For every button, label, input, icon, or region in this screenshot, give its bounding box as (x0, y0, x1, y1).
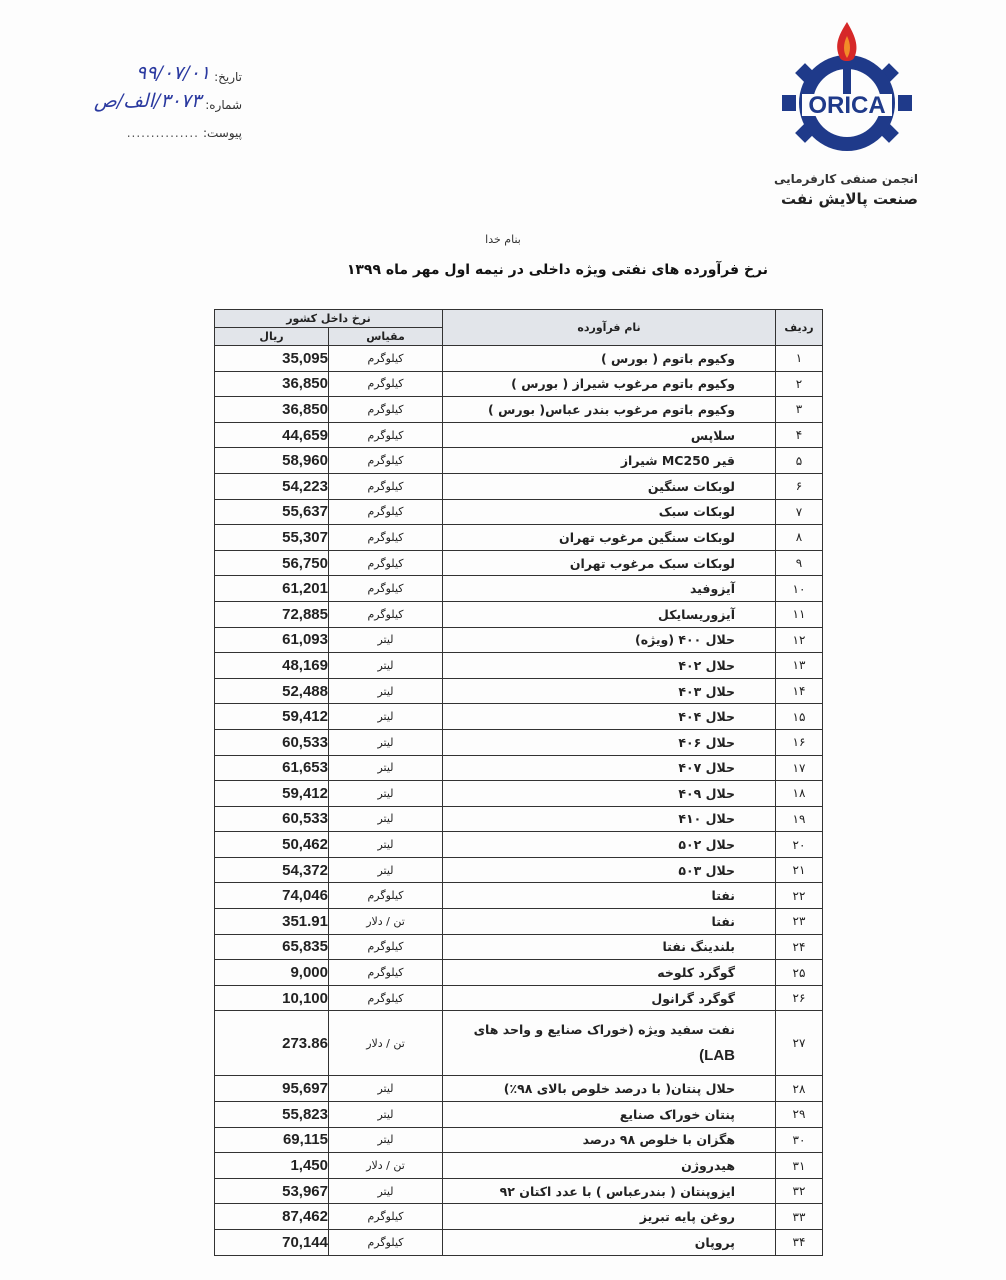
unit: کیلوگرم (329, 346, 443, 372)
unit: کیلوگرم (329, 448, 443, 474)
price: 95,697 (215, 1076, 329, 1102)
price: 60,533 (215, 806, 329, 832)
product-name: لوبکات سنگین مرغوب تهران (443, 525, 776, 551)
table-row (215, 1076, 823, 1102)
price: 59,412 (215, 781, 329, 807)
table-row (215, 576, 823, 602)
price: 69,115 (215, 1127, 329, 1153)
table-row (215, 985, 823, 1011)
table-row (215, 346, 823, 372)
unit: کیلوگرم (329, 371, 443, 397)
unit: لیتر (329, 627, 443, 653)
price: 56,750 (215, 550, 329, 576)
table-row (215, 755, 823, 781)
product-name: حلال ۴۰۰ (ویژه) (443, 627, 776, 653)
row-number: ۲۶ (776, 985, 823, 1011)
number-value: ۳۰۷۳/الف/ص (93, 90, 202, 112)
row-number: ۲۴ (776, 934, 823, 960)
price: 36,850 (215, 371, 329, 397)
organization-logo (770, 18, 920, 218)
table-row (215, 934, 823, 960)
unit: لیتر (329, 781, 443, 807)
product-name: حلال ۵۰۲ (443, 832, 776, 858)
table-row (215, 550, 823, 576)
row-number: ۱۴ (776, 678, 823, 704)
price: 351.91 (215, 909, 329, 935)
table-row (215, 448, 823, 474)
price: 48,169 (215, 653, 329, 679)
table-row (215, 1153, 823, 1179)
unit: لیتر (329, 832, 443, 858)
row-number: ۲۲ (776, 883, 823, 909)
product-name (443, 1011, 776, 1076)
date-value: ۹۹/۰۷/۰۱ (136, 62, 211, 84)
col-row-header: ردیف (776, 310, 823, 346)
table-row (215, 781, 823, 807)
row-number: ۸ (776, 525, 823, 551)
product-name: حلال پنتان( با درصد خلوص بالای ۹۸٪) (443, 1076, 776, 1102)
table-row (215, 909, 823, 935)
price: 10,100 (215, 985, 329, 1011)
letter-meta (94, 56, 242, 140)
table-row (215, 960, 823, 986)
price: 52,488 (215, 678, 329, 704)
table-row (215, 1178, 823, 1204)
unit: کیلوگرم (329, 576, 443, 602)
row-number: ۲۰ (776, 832, 823, 858)
unit: کیلوگرم (329, 525, 443, 551)
product-name: ایزوپنتان ( بندرعباس ) با عدد اکتان ۹۲ (443, 1178, 776, 1204)
row-number: ۱۲ (776, 627, 823, 653)
unit: لیتر (329, 678, 443, 704)
table-row (215, 806, 823, 832)
unit: لیتر (329, 653, 443, 679)
attachment-label: پیوست: (202, 126, 242, 140)
product-name: نفتا (443, 883, 776, 909)
table-row (215, 601, 823, 627)
price: 70,144 (215, 1230, 329, 1256)
product-name: لوبکات سبک مرغوب تهران (443, 550, 776, 576)
number-label: شماره: (205, 98, 242, 112)
orica-gear-logo (782, 18, 912, 158)
table-row (215, 397, 823, 423)
row-number: ۱۵ (776, 704, 823, 730)
price: 65,835 (215, 934, 329, 960)
table-row (215, 1127, 823, 1153)
col-name-header: نام فرآورده (443, 310, 776, 346)
product-name-line2: LAB) (699, 1047, 735, 1065)
bismillah: بنام خدا (485, 233, 521, 246)
price: 59,412 (215, 704, 329, 730)
table-row (215, 499, 823, 525)
row-number: ۳۰ (776, 1127, 823, 1153)
product-name: هیدروژن (443, 1153, 776, 1179)
product-name: گوگرد کلوخه (443, 960, 776, 986)
unit: کیلوگرم (329, 601, 443, 627)
row-number: ۶ (776, 473, 823, 499)
table-row (215, 627, 823, 653)
table-row (215, 525, 823, 551)
product-name: پروپان (443, 1230, 776, 1256)
price-table (214, 309, 823, 1256)
row-number: ۴ (776, 422, 823, 448)
row-number: ۱۱ (776, 601, 823, 627)
price: 50,462 (215, 832, 329, 858)
row-number: ۲۳ (776, 909, 823, 935)
number-row (94, 84, 242, 112)
product-name: حلال ۴۰۲ (443, 653, 776, 679)
price: 60,533 (215, 729, 329, 755)
product-name: لوبکات سنگین (443, 473, 776, 499)
product-name: حلال ۴۰۹ (443, 781, 776, 807)
row-number: ۲ (776, 371, 823, 397)
table-row (215, 1102, 823, 1128)
unit: کیلوگرم (329, 422, 443, 448)
price: 74,046 (215, 883, 329, 909)
price: 58,960 (215, 448, 329, 474)
row-number: ۱۹ (776, 806, 823, 832)
table-row (215, 883, 823, 909)
price: 9,000 (215, 960, 329, 986)
unit: کیلوگرم (329, 985, 443, 1011)
col-unit-header: مقیاس (329, 328, 443, 346)
date-row (94, 56, 242, 84)
unit: لیتر (329, 1076, 443, 1102)
unit: کیلوگرم (329, 499, 443, 525)
unit: لیتر (329, 1127, 443, 1153)
unit: لیتر (329, 729, 443, 755)
unit: تن / دلار (329, 1011, 443, 1076)
product-name: لوبکات سبک (443, 499, 776, 525)
row-number: ۳۳ (776, 1204, 823, 1230)
table-row (215, 678, 823, 704)
product-name: حلال ۴۰۴ (443, 704, 776, 730)
table-row (215, 857, 823, 883)
logo-text: ORICA (808, 92, 886, 119)
price: 55,637 (215, 499, 329, 525)
product-name: روغن پایه تبریز (443, 1204, 776, 1230)
attachment-value: ............... (126, 126, 199, 140)
unit: تن / دلار (329, 1153, 443, 1179)
row-number: ۳۱ (776, 1153, 823, 1179)
table-row (215, 704, 823, 730)
row-number: ۱ (776, 346, 823, 372)
row-number: ۲۸ (776, 1076, 823, 1102)
row-number: ۲۷ (776, 1011, 823, 1076)
attachment-row (94, 112, 242, 140)
table-row (215, 473, 823, 499)
product-name: حلال ۴۰۶ (443, 729, 776, 755)
unit: کیلوگرم (329, 883, 443, 909)
unit: لیتر (329, 857, 443, 883)
col-domestic-header: نرخ داخل کشور (215, 310, 443, 328)
price: 44,659 (215, 422, 329, 448)
row-number: ۲۱ (776, 857, 823, 883)
product-name-line1: نفت سفید ویژه (خوراک صنایع و واحد های (473, 1022, 735, 1038)
row-number: ۳۲ (776, 1178, 823, 1204)
product-name: وکیوم باتوم مرغوب شیراز ( بورس ) (443, 371, 776, 397)
unit: کیلوگرم (329, 934, 443, 960)
product-name: پنتان خوراک صنایع (443, 1102, 776, 1128)
table-row (215, 422, 823, 448)
row-number: ۹ (776, 550, 823, 576)
table-row (215, 371, 823, 397)
price: 72,885 (215, 601, 329, 627)
product-name: آیزوفید (443, 576, 776, 602)
product-name: وکیوم باتوم مرغوب بندر عباس( بورس ) (443, 397, 776, 423)
row-number: ۱۶ (776, 729, 823, 755)
table-row (215, 1011, 823, 1076)
date-label: تاریخ: (214, 70, 242, 84)
row-number: ۱۷ (776, 755, 823, 781)
product-name: حلال ۴۱۰ (443, 806, 776, 832)
row-number: ۲۹ (776, 1102, 823, 1128)
col-price-header: ریال (215, 328, 329, 346)
unit: لیتر (329, 1178, 443, 1204)
table-row (215, 832, 823, 858)
org-name-line2: صنعت پالایش نفت (781, 190, 918, 208)
unit: لیتر (329, 1102, 443, 1128)
price: 61,093 (215, 627, 329, 653)
row-number: ۲۵ (776, 960, 823, 986)
unit: کیلوگرم (329, 1230, 443, 1256)
table-row (215, 653, 823, 679)
table-row (215, 729, 823, 755)
product-name: گوگرد گرانول (443, 985, 776, 1011)
page-title: نرخ فرآورده های نفتی ویژه داخلی در نیمه اول مهر ماه ۱۳۹۹ (346, 262, 768, 278)
table-row (215, 1230, 823, 1256)
price: 87,462 (215, 1204, 329, 1230)
row-number: ۷ (776, 499, 823, 525)
product-name: بلندینگ نفتا (443, 934, 776, 960)
price: 54,372 (215, 857, 329, 883)
unit: کیلوگرم (329, 397, 443, 423)
product-name: نفتا (443, 909, 776, 935)
unit: کیلوگرم (329, 550, 443, 576)
price: 55,307 (215, 525, 329, 551)
product-name: حلال ۴۰۷ (443, 755, 776, 781)
org-name-line1: انجمن صنفی کارفرمایی (773, 172, 918, 186)
unit: کیلوگرم (329, 960, 443, 986)
price: 1,450 (215, 1153, 329, 1179)
product-name: سلاپس (443, 422, 776, 448)
price: 61,653 (215, 755, 329, 781)
price: 61,201 (215, 576, 329, 602)
product-name: آیزوریسایکل (443, 601, 776, 627)
row-number: ۱۰ (776, 576, 823, 602)
row-number: ۱۸ (776, 781, 823, 807)
price: 273.86 (215, 1011, 329, 1076)
unit: لیتر (329, 806, 443, 832)
row-number: ۵ (776, 448, 823, 474)
product-name: وکیوم باتوم ( بورس ) (443, 346, 776, 372)
unit: کیلوگرم (329, 1204, 443, 1230)
unit: لیتر (329, 704, 443, 730)
price: 35,095 (215, 346, 329, 372)
price: 53,967 (215, 1178, 329, 1204)
unit: کیلوگرم (329, 473, 443, 499)
product-name: حلال ۵۰۳ (443, 857, 776, 883)
row-number: ۱۳ (776, 653, 823, 679)
row-number: ۳ (776, 397, 823, 423)
product-name: هگزان با خلوص ۹۸ درصد (443, 1127, 776, 1153)
price: 54,223 (215, 473, 329, 499)
unit: لیتر (329, 755, 443, 781)
price: 36,850 (215, 397, 329, 423)
unit: تن / دلار (329, 909, 443, 935)
product-name: قیر MC250 شیراز (443, 448, 776, 474)
price: 55,823 (215, 1102, 329, 1128)
row-number: ۳۴ (776, 1230, 823, 1256)
product-name: حلال ۴۰۳ (443, 678, 776, 704)
table-row (215, 1204, 823, 1230)
